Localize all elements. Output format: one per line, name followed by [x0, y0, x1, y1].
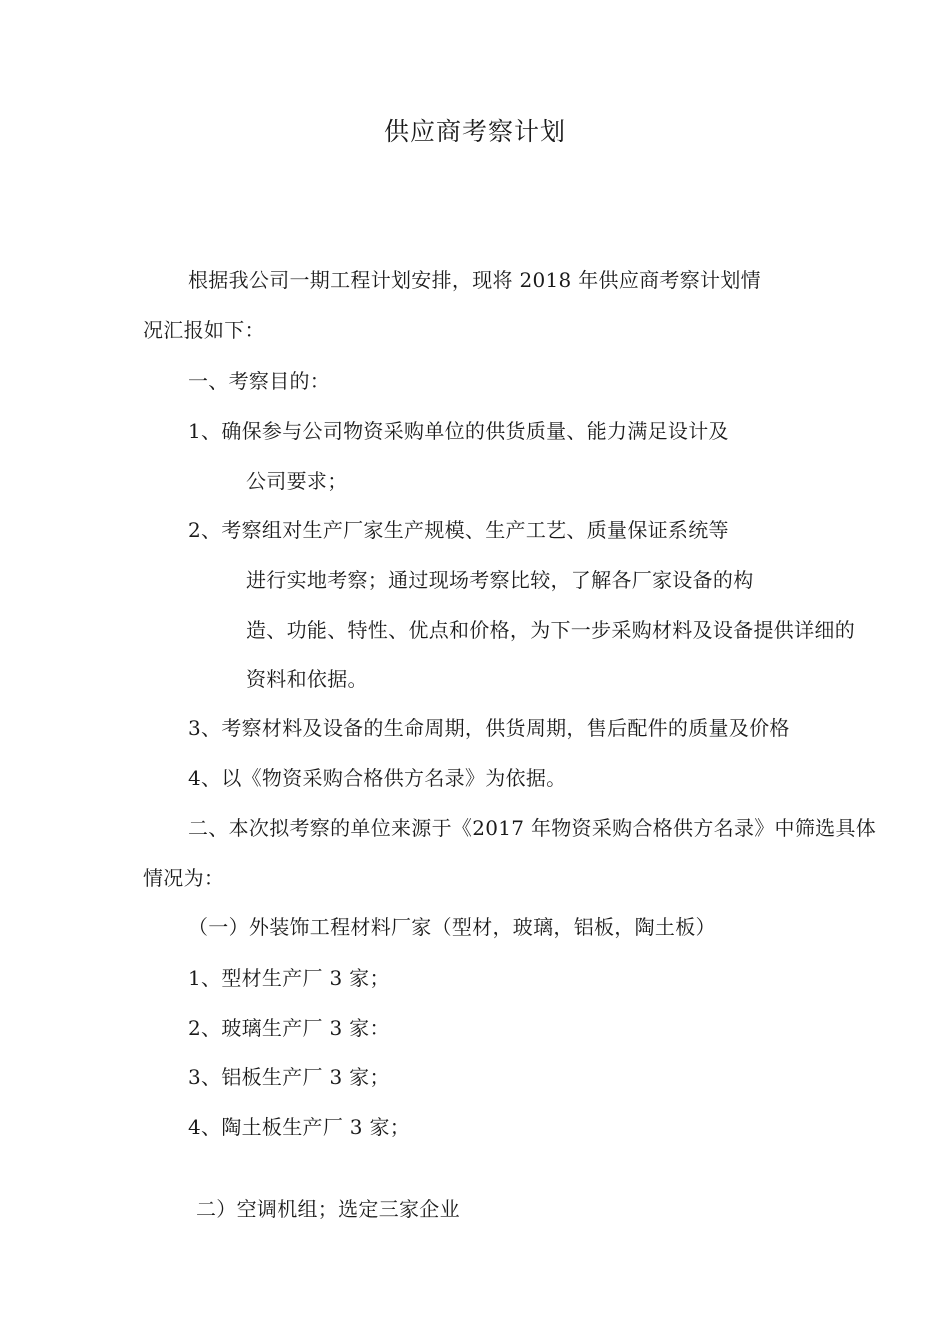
paragraph-line: 根据我公司一期工程计划安排，现将 2018 年供应商考察计划情	[188, 268, 761, 292]
paragraph-line: 况汇报如下：	[143, 318, 265, 342]
subsection-heading: （一）外装饰工程材料厂家（型材，玻璃，铝板，陶土板）	[188, 915, 716, 939]
list-item-continuation: 资料和依据。	[246, 667, 368, 691]
list-item: 3、铝板生产厂 3 家；	[188, 1065, 390, 1089]
document-title: 供应商考察计划	[383, 117, 566, 146]
list-item-continuation: 公司要求；	[246, 469, 348, 493]
list-item-continuation: 造、功能、特性、优点和价格，为下一步采购材料及设备提供详细的	[246, 618, 855, 642]
list-item: 4、陶土板生产厂 3 家；	[188, 1115, 411, 1139]
list-item: 2、玻璃生产厂 3 家：	[188, 1016, 390, 1040]
list-item: 4、以《物资采购合格供方名录》为依据。	[188, 766, 567, 790]
list-item: 1、确保参与公司物资采购单位的供货质量、能力满足设计及	[188, 419, 729, 443]
section-heading: 二、本次拟考察的单位来源于《2017 年物资采购合格供方名录》中筛选具体	[188, 816, 877, 840]
list-item: 1、型材生产厂 3 家；	[188, 966, 390, 990]
list-item: 2、考察组对生产厂家生产规模、生产工艺、质量保证系统等	[188, 518, 729, 542]
list-item-continuation: 进行实地考察；通过现场考察比较，了解各厂家设备的构	[246, 568, 754, 592]
section-heading: 一、考察目的：	[188, 369, 331, 393]
subsection-heading: 二）空调机组；选定三家企业	[196, 1197, 460, 1221]
list-item: 3、考察材料及设备的生命周期，供货周期，售后配件的质量及价格	[188, 716, 790, 740]
paragraph-line: 情况为：	[143, 866, 225, 890]
